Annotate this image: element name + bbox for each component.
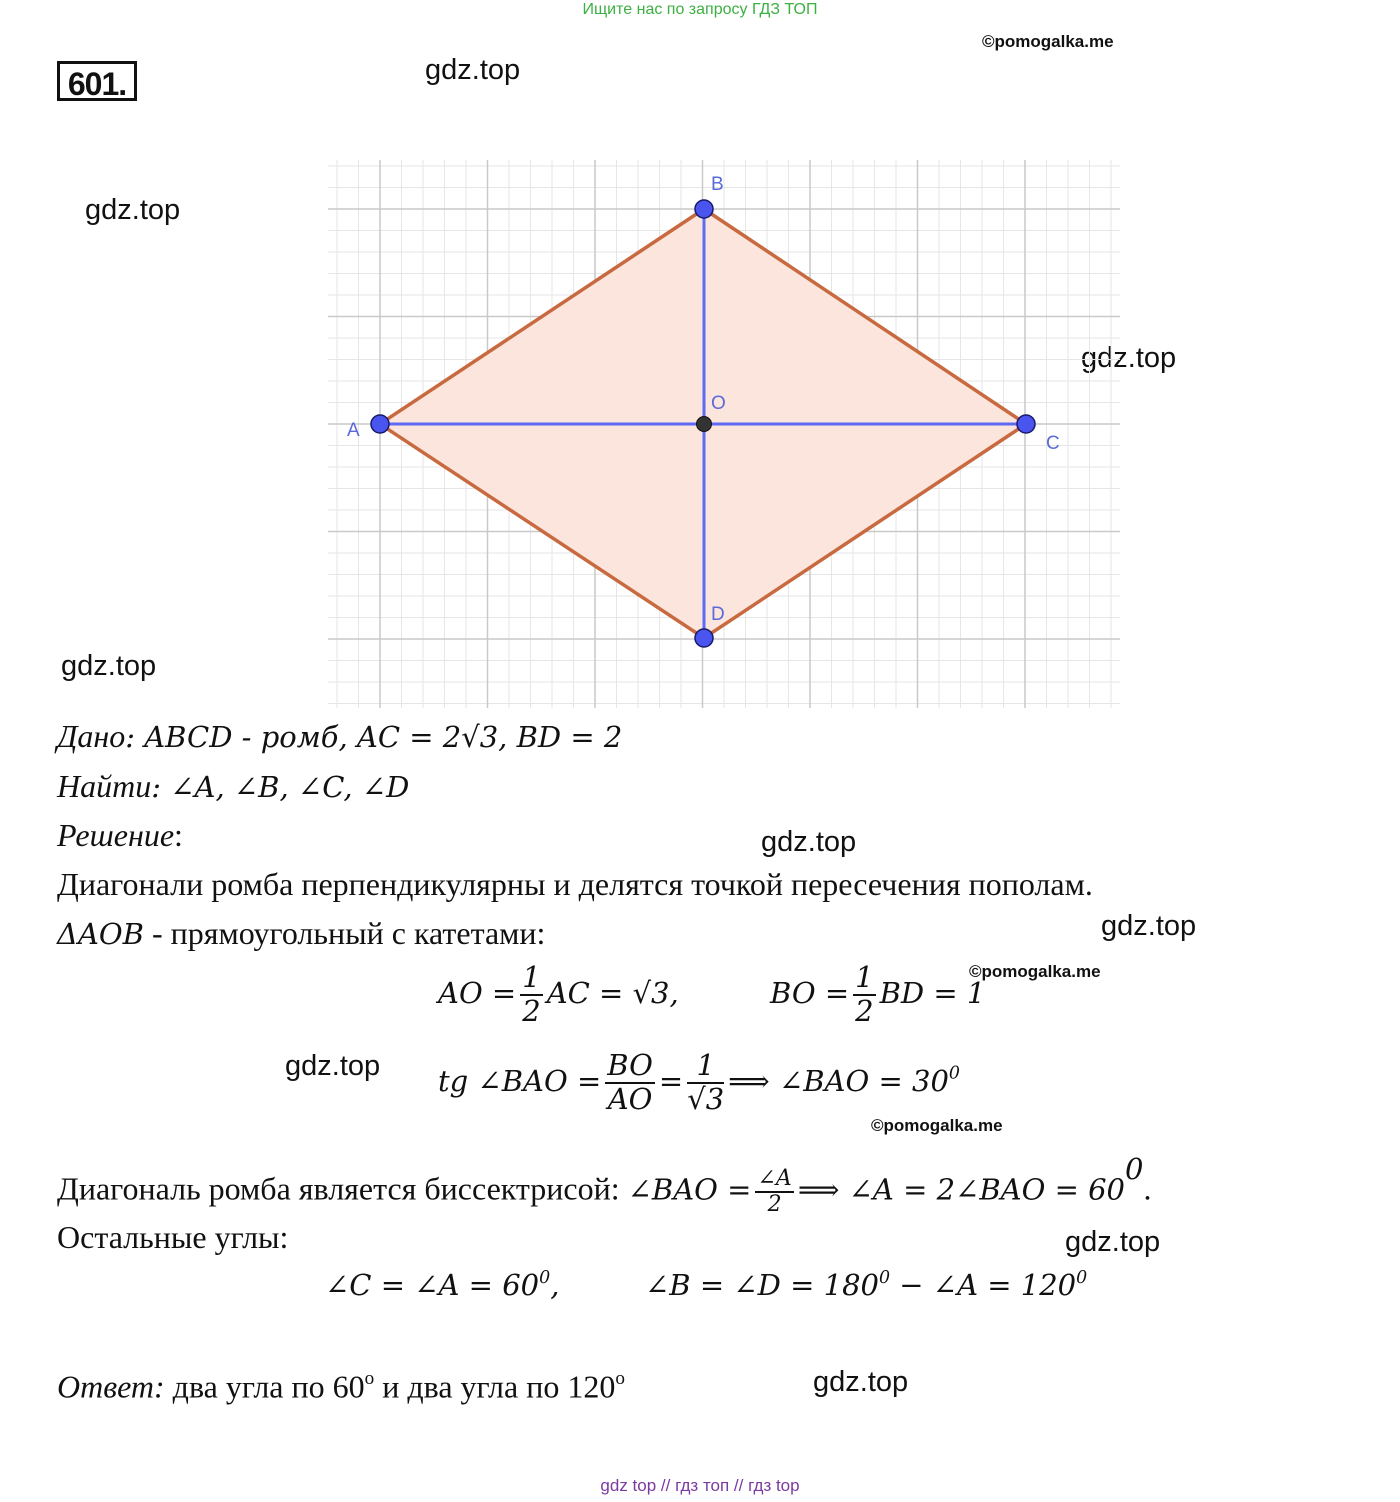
solution-line-2 <box>57 915 545 952</box>
equation-tangent <box>438 1050 960 1116</box>
bisector-m1: ∠BAO = <box>627 1172 752 1207</box>
degree-mark: 0 <box>539 1268 551 1288</box>
degree-mark: o <box>364 1368 375 1389</box>
copyright-watermark: ©pomogalka.me <box>969 962 1101 981</box>
footer-links: gdz top // гдз топ // гдз top <box>600 1476 800 1495</box>
degree-mark: o <box>615 1368 625 1389</box>
bisector-m2: ⟹ ∠A = 2∠BAO = 60 <box>797 1172 1125 1207</box>
tg-left: tg ∠BAO = <box>438 1063 602 1098</box>
label-a: A <box>347 420 360 441</box>
given-label: Дано <box>57 718 126 754</box>
gdz-watermark: gdz.top <box>1065 1226 1161 1258</box>
given-text: : ABCD - ромб, AC = 2√3, BD = 2 <box>125 720 623 754</box>
rest-label: Остальные углы: <box>57 1219 289 1255</box>
gdz-watermark: gdz.top <box>1081 342 1177 374</box>
one-over-root3-fraction: $\frac{1}{√3}$ <box>687 1048 725 1116</box>
degree-mark: 0 <box>1076 1268 1088 1288</box>
tg-right: ⟹ ∠BAO = 30 <box>728 1063 949 1098</box>
solution-line-1: Диагонали ромба перпендикулярны и делятся точкой пересечения пополам. <box>57 866 1093 902</box>
vertex-b <box>695 200 713 218</box>
vertex-c <box>1017 415 1035 433</box>
equation-bo <box>770 962 985 1028</box>
copyright-watermark: ©pomogalka.me <box>982 32 1114 51</box>
gdz-watermark: gdz.top <box>285 1050 381 1082</box>
vertex-d <box>695 629 713 647</box>
equation-b-d: ∠B = ∠D = $180^0$ − ∠A = $120^0$ <box>645 1268 1088 1303</box>
bo-over-ao-fraction: $\frac{BO}{AO}$ <box>607 1048 653 1116</box>
find-text: : ∠A, ∠B, ∠C, ∠D <box>151 770 410 804</box>
search-banner: Ищите нас по запросу ГДЗ ТОП <box>582 1 818 18</box>
half-fraction: $\frac{1}{2}$ <box>522 960 541 1028</box>
degree-mark: 0 <box>948 1063 960 1084</box>
bisector-text: Диагональ ромба является биссектрисой: <box>57 1170 628 1207</box>
gdz-watermark: gdz.top <box>425 54 521 86</box>
degree-mark: 0 <box>1125 1152 1144 1186</box>
problem-number: 601. <box>57 61 137 101</box>
label-c: C <box>1046 433 1060 454</box>
solution-label: Решение <box>57 817 175 853</box>
copyright-watermark: ©pomogalka.me <box>871 1116 1003 1135</box>
gdz-watermark: gdz.top <box>761 826 857 858</box>
equation-c: ∠C = ∠A = $60^0$, <box>325 1268 560 1303</box>
ao-left: AO = <box>438 975 517 1010</box>
angle-a-over-2-fraction: $\frac{\angle A}{2}$ <box>757 1165 792 1217</box>
label-o: O <box>711 393 726 414</box>
gdz-watermark: gdz.top <box>85 194 181 226</box>
point-o <box>697 417 712 432</box>
find-label: Найти <box>57 768 152 804</box>
answer-line: Ответ: два угла по 60$^o$ и два угла по 120$^o$ <box>57 1368 625 1405</box>
gdz-watermark: gdz.top <box>813 1366 909 1398</box>
label-d: D <box>711 604 725 625</box>
solution-colon: : <box>174 817 183 853</box>
line2-text: - прямоугольный с катетами: <box>143 915 546 951</box>
equation-ao <box>438 962 679 1028</box>
bisector-end: . <box>1143 1170 1152 1207</box>
triangle-aob: ΔAOB <box>57 917 144 951</box>
half-fraction: $\frac{1}{2}$ <box>855 960 874 1028</box>
gdz-watermark: gdz.top <box>61 650 157 682</box>
gdz-watermark: gdz.top <box>1101 910 1197 942</box>
rhombus-figure <box>328 160 1120 708</box>
given-line <box>57 718 622 755</box>
find-line <box>57 768 409 805</box>
degree-mark: 0 <box>878 1268 891 1288</box>
bisector-line <box>57 1152 1151 1217</box>
bo-right: BD = 1 <box>879 975 986 1010</box>
solution-heading <box>57 817 183 854</box>
label-b: B <box>711 174 724 195</box>
bo-left: BO = <box>770 975 850 1010</box>
answer-label: Ответ: <box>57 1368 165 1405</box>
tg-equals: = <box>658 1063 684 1098</box>
vertex-a <box>371 415 389 433</box>
ao-right: AC = √3, <box>546 975 679 1010</box>
